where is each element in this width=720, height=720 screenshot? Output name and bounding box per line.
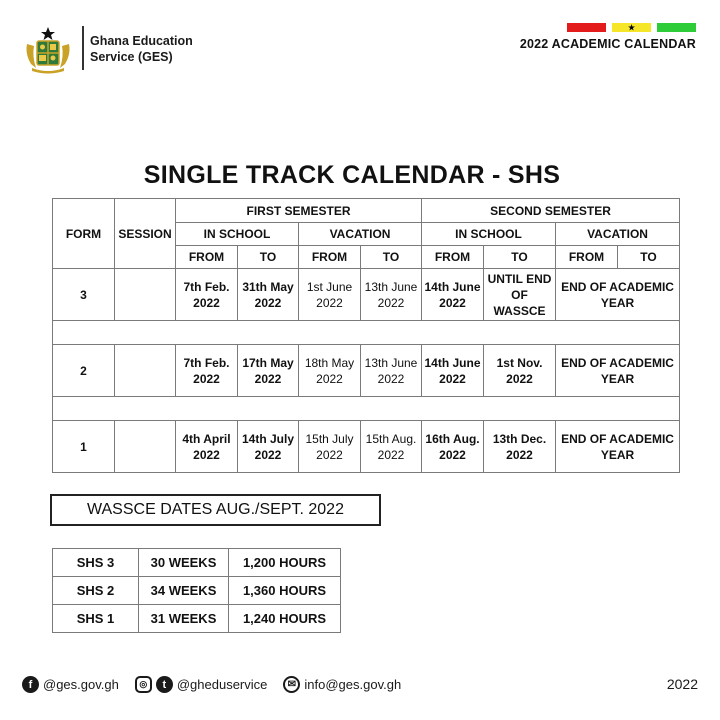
date-cell: 18th May 2022 [299, 345, 361, 397]
header-to: TO [238, 246, 299, 269]
header-to: TO [484, 246, 556, 269]
social-link[interactable] [135, 676, 268, 693]
weeks-cell: 34 WEEKS [139, 577, 229, 605]
date-cell: 17th May 2022 [238, 345, 299, 397]
header-session: SESSION [115, 199, 176, 269]
table-row [53, 577, 341, 605]
twitter-icon: t [156, 676, 173, 693]
wassce-dates-box: WASSCE DATES AUG./SEPT. 2022 [50, 494, 381, 526]
facebook-handle: @ges.gov.gh [43, 677, 119, 692]
email-address: info@ges.gov.gh [304, 677, 402, 692]
header-from: FROM [176, 246, 238, 269]
footer-year: 2022 [666, 676, 698, 692]
date-cell: 13th June 2022 [361, 345, 422, 397]
header-from: FROM [556, 246, 618, 269]
header-from: FROM [422, 246, 484, 269]
date-cell: 1st June 2022 [299, 269, 361, 321]
form-number: 2 [53, 345, 115, 397]
ges-coat-of-arms-logo [22, 24, 74, 74]
header-s2-in-school: IN SCHOOL [422, 223, 556, 246]
header-form: FORM [53, 199, 115, 269]
date-cell: 1st Nov. 2022 [484, 345, 556, 397]
footer-contacts [22, 676, 417, 693]
email-link[interactable] [283, 676, 401, 693]
social-handle: @gheduservice [176, 677, 268, 692]
hours-cell: 1,240 HOURS [229, 605, 341, 633]
date-cell: 13th June 2022 [361, 269, 422, 321]
vacation-cell: END OF ACADEMIC YEAR [556, 345, 680, 397]
flag-bar-red [567, 23, 606, 32]
vacation-cell: END OF ACADEMIC YEAR [556, 421, 680, 473]
weeks-cell: 30 WEEKS [139, 549, 229, 577]
ghana-flag-bars [567, 23, 696, 32]
date-cell: 14th June 2022 [422, 345, 484, 397]
header-s1-in-school: IN SCHOOL [176, 223, 299, 246]
email-icon: ✉ [283, 676, 300, 693]
instagram-icon: ◎ [135, 676, 152, 693]
hours-cell: 1,200 HOURS [229, 549, 341, 577]
organization-name [90, 33, 193, 65]
session-cell [115, 345, 176, 397]
date-cell: 15th July 2022 [299, 421, 361, 473]
flag-bar-yellow [612, 23, 651, 32]
header-s1-vacation: VACATION [299, 223, 422, 246]
table-row-form-2 [53, 345, 680, 397]
session-cell [115, 269, 176, 321]
row-spacer [53, 397, 680, 421]
date-cell: 14th June 2022 [422, 269, 484, 321]
header-to: TO [361, 246, 422, 269]
date-cell: 7th Feb. 2022 [176, 269, 238, 321]
page-title: SINGLE TRACK CALENDAR - SHS [143, 161, 561, 189]
level-cell: SHS 2 [53, 577, 139, 605]
table-row-form-1 [53, 421, 680, 473]
date-cell: 15th Aug. 2022 [361, 421, 422, 473]
weeks-hours-table [52, 548, 341, 633]
form-number: 3 [53, 269, 115, 321]
date-cell: 7th Feb. 2022 [176, 345, 238, 397]
date-cell: 4th April 2022 [176, 421, 238, 473]
academic-calendar-title: 2022 ACADEMIC CALENDAR [519, 37, 696, 51]
hours-cell: 1,360 HOURS [229, 577, 341, 605]
date-cell: UNTIL END OF WASSCE [484, 269, 556, 321]
flag-bar-green [657, 23, 696, 32]
form-number: 1 [53, 421, 115, 473]
org-name-line1: Ghana Education [90, 34, 193, 48]
date-cell: 31th May 2022 [238, 269, 299, 321]
date-cell: 16th Aug. 2022 [422, 421, 484, 473]
date-cell: 14th July 2022 [238, 421, 299, 473]
facebook-icon: f [22, 676, 39, 693]
level-cell: SHS 1 [53, 605, 139, 633]
header-first-semester: FIRST SEMESTER [176, 199, 422, 223]
header-second-semester: SECOND SEMESTER [422, 199, 680, 223]
table-row [53, 549, 341, 577]
org-name-line2: Service (GES) [90, 50, 173, 64]
session-cell [115, 421, 176, 473]
facebook-link[interactable] [22, 676, 119, 693]
table-row-form-3 [53, 269, 680, 321]
star-icon: ★ [627, 21, 636, 32]
header-to: TO [618, 246, 680, 269]
row-spacer [53, 321, 680, 345]
header-s2-vacation: VACATION [556, 223, 680, 246]
level-cell: SHS 3 [53, 549, 139, 577]
header-divider [82, 26, 84, 70]
date-cell: 13th Dec. 2022 [484, 421, 556, 473]
calendar-table [52, 198, 680, 473]
vacation-cell: END OF ACADEMIC YEAR [556, 269, 680, 321]
weeks-cell: 31 WEEKS [139, 605, 229, 633]
table-row [53, 605, 341, 633]
header-from: FROM [299, 246, 361, 269]
